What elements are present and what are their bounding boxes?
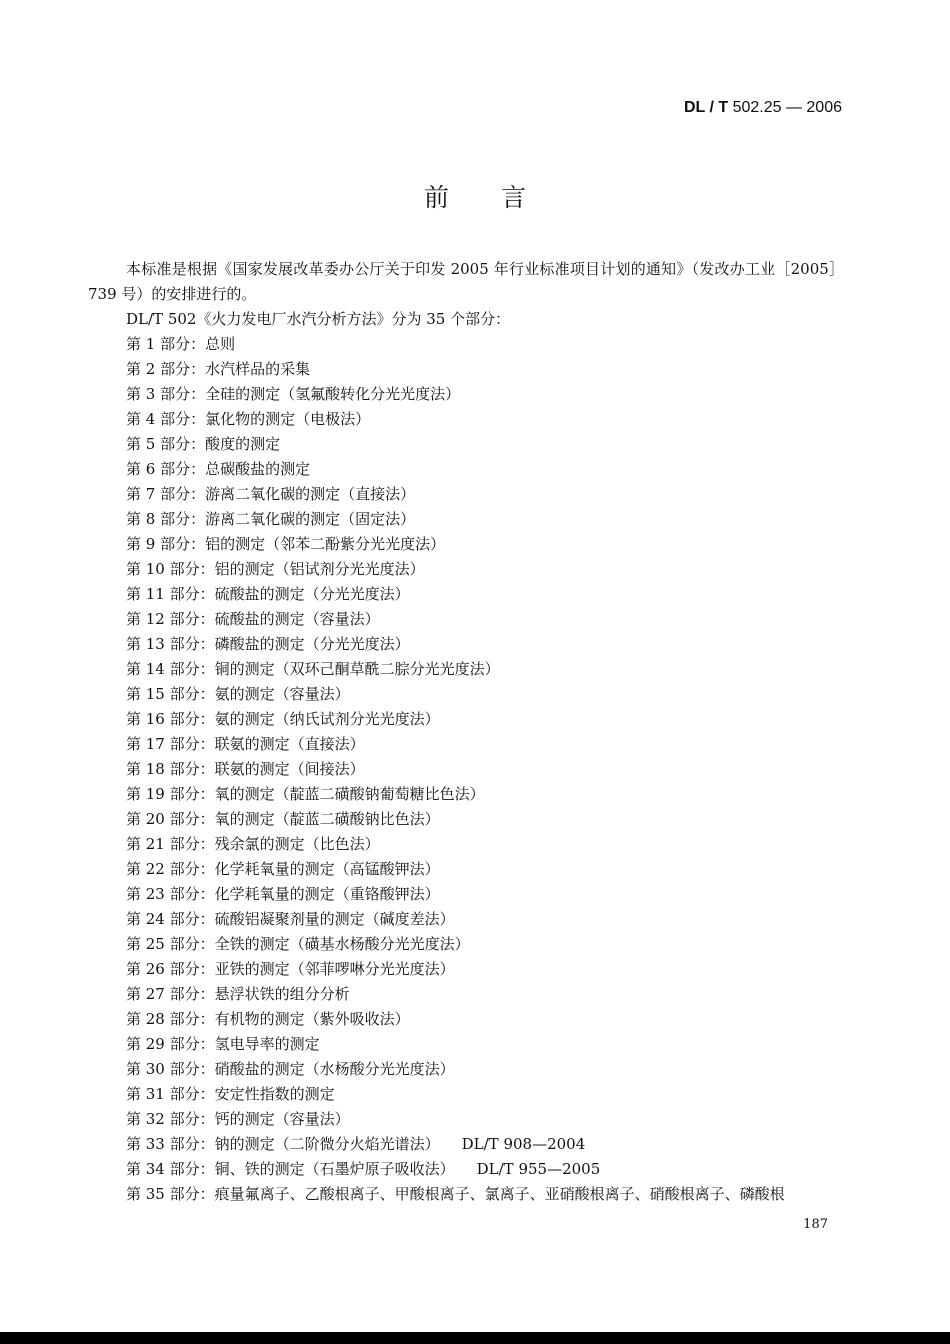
part-title: 有机物的测定（紫外吸收法） bbox=[214, 1010, 410, 1028]
part-label: 第 1 部分： bbox=[126, 335, 206, 353]
part-title: 游离二氧化碳的测定（固定法） bbox=[205, 510, 416, 528]
part-item bbox=[88, 457, 844, 482]
part-label: 第 8 部分： bbox=[126, 510, 206, 528]
part-label: 第 25 部分： bbox=[126, 935, 215, 953]
part-label: 第 3 部分： bbox=[126, 385, 206, 403]
part-item bbox=[88, 332, 844, 357]
part-title: 化学耗氧量的测定（高锰酸钾法） bbox=[214, 860, 440, 878]
part-label: 第 22 部分： bbox=[126, 860, 215, 878]
part-item bbox=[88, 682, 844, 707]
part-title: 联氨的测定（直接法） bbox=[214, 735, 365, 753]
part-title: 硫酸盐的测定（容量法） bbox=[214, 610, 380, 628]
part-label: 第 28 部分： bbox=[126, 1010, 215, 1028]
part-title: 氨的测定（纳氏试剂分光光度法） bbox=[214, 710, 440, 728]
intro-paragraph: 本标准是根据《国家发展改革委办公厅关于印发 2005 年行业标准项目计划的通知》（发改办工业［2005］739 号）的安排进行的。 bbox=[88, 260, 844, 303]
part-title: 全铁的测定（磺基水杨酸分光光度法） bbox=[214, 935, 470, 953]
part-label: 第 20 部分： bbox=[126, 810, 215, 828]
part-title: 磷酸盐的测定（分光光度法） bbox=[214, 635, 410, 653]
part-title: 氧的测定（靛蓝二磺酸钠葡萄糖比色法） bbox=[214, 785, 485, 803]
part-title: 钙的测定（容量法） bbox=[214, 1110, 350, 1128]
part-label: 第 30 部分： bbox=[126, 1060, 215, 1078]
part-label: 第 27 部分： bbox=[126, 985, 215, 1003]
part-item bbox=[88, 832, 844, 857]
part-title: 氨的测定（容量法） bbox=[214, 685, 350, 703]
part-label: 第 24 部分： bbox=[126, 910, 215, 928]
part-item bbox=[88, 532, 844, 557]
part-item bbox=[88, 657, 844, 682]
part-title: 硫酸铝凝聚剂量的测定（碱度差法） bbox=[214, 910, 455, 928]
part-item bbox=[88, 582, 844, 607]
part-item bbox=[88, 757, 844, 782]
part-label: 第 15 部分： bbox=[126, 685, 215, 703]
part-item bbox=[88, 1082, 844, 1107]
part-label: 第 14 部分： bbox=[126, 660, 215, 678]
part-title: 化学耗氧量的测定（重铬酸钾法） bbox=[214, 885, 440, 903]
part-item bbox=[88, 1157, 844, 1182]
part-label: 第 16 部分： bbox=[126, 710, 215, 728]
part-label: 第 33 部分： bbox=[126, 1135, 215, 1153]
part-title: 铝的测定（铝试剂分光光度法） bbox=[214, 560, 425, 578]
part-title: 游离二氧化碳的测定（直接法） bbox=[205, 485, 416, 503]
part-label: 第 19 部分： bbox=[126, 785, 215, 803]
part-label: 第 32 部分： bbox=[126, 1110, 215, 1128]
standard-code-number: 502.25 — 2006 bbox=[732, 99, 842, 116]
part-item bbox=[88, 707, 844, 732]
page-number: 187 bbox=[803, 1217, 828, 1232]
page-title: 前言 bbox=[423, 183, 578, 212]
part-item bbox=[88, 407, 844, 432]
part-label: 第 10 部分： bbox=[126, 560, 215, 578]
part-title: 氯化物的测定（电极法） bbox=[205, 410, 371, 428]
part-label: 第 23 部分： bbox=[126, 885, 215, 903]
standard-code-header bbox=[684, 99, 842, 117]
part-item bbox=[88, 607, 844, 632]
part-item bbox=[88, 632, 844, 657]
part-title: 悬浮状铁的组分分析 bbox=[214, 985, 350, 1003]
part-title: 铝的测定（邻苯二酚紫分光光度法） bbox=[205, 535, 446, 553]
part-title: 亚铁的测定（邻菲啰啉分光光度法） bbox=[214, 960, 455, 978]
part-label: 第 21 部分： bbox=[126, 835, 215, 853]
part-title: 水汽样品的采集 bbox=[205, 360, 311, 378]
part-label: 第 4 部分： bbox=[126, 410, 206, 428]
part-item bbox=[88, 957, 844, 982]
part-title: 联氨的测定（间接法） bbox=[214, 760, 365, 778]
part-item bbox=[88, 432, 844, 457]
part-item bbox=[88, 907, 844, 932]
part-standard-ref: DL/T 908—2004 bbox=[461, 1135, 586, 1153]
part-title: 总则 bbox=[205, 335, 236, 353]
part-label: 第 11 部分： bbox=[126, 585, 215, 603]
part-item bbox=[88, 357, 844, 382]
part-label: 第 9 部分： bbox=[126, 535, 206, 553]
part-title: 钠的测定（二阶微分火焰光谱法） bbox=[214, 1135, 440, 1153]
part-item bbox=[88, 807, 844, 832]
standard-code-prefix: DL / T bbox=[683, 99, 729, 116]
part-standard-ref: DL/T 955—2005 bbox=[476, 1160, 601, 1178]
part-title: 氢电导率的测定 bbox=[214, 1035, 320, 1053]
part-item bbox=[88, 782, 844, 807]
part-label: 第 7 部分： bbox=[126, 485, 206, 503]
part-label: 第 13 部分： bbox=[126, 635, 215, 653]
part-title: 酸度的测定 bbox=[205, 435, 281, 453]
bottom-edge-bar bbox=[0, 1332, 950, 1344]
part-label: 第 29 部分： bbox=[126, 1035, 215, 1053]
part-item bbox=[88, 1032, 844, 1057]
part-title: 痕量氟离子、乙酸根离子、甲酸根离子、氯离子、亚硝酸根离子、硝酸根离子、磷酸根 bbox=[214, 1185, 785, 1203]
part-item bbox=[88, 507, 844, 532]
part-label: 第 6 部分： bbox=[126, 460, 206, 478]
part-label: 第 34 部分： bbox=[126, 1160, 215, 1178]
part-label: 第 12 部分： bbox=[126, 610, 215, 628]
part-item bbox=[88, 1057, 844, 1082]
part-title: 硝酸盐的测定（水杨酸分光光度法） bbox=[214, 1060, 455, 1078]
part-title: 全硅的测定（氢氟酸转化分光光度法） bbox=[205, 385, 461, 403]
part-label: 第 17 部分： bbox=[126, 735, 215, 753]
part-item bbox=[88, 1107, 844, 1132]
part-item bbox=[88, 557, 844, 582]
part-title: 氧的测定（靛蓝二磺酸钠比色法） bbox=[214, 810, 440, 828]
series-statement: DL/T 502《火力发电厂水汽分析方法》分为 35 个部分： bbox=[126, 310, 511, 328]
part-item bbox=[88, 932, 844, 957]
part-label: 第 26 部分： bbox=[126, 960, 215, 978]
part-label: 第 31 部分： bbox=[126, 1085, 215, 1103]
part-title: 硫酸盐的测定（分光光度法） bbox=[214, 585, 410, 603]
part-label: 第 35 部分： bbox=[126, 1185, 215, 1203]
part-item bbox=[88, 1132, 844, 1157]
part-label: 第 2 部分： bbox=[126, 360, 206, 378]
part-item bbox=[88, 1007, 844, 1032]
part-title: 铜、铁的测定（石墨炉原子吸收法） bbox=[214, 1160, 455, 1178]
part-label: 第 5 部分： bbox=[126, 435, 206, 453]
part-item bbox=[88, 857, 844, 882]
part-item bbox=[88, 1182, 844, 1207]
document-body bbox=[88, 257, 844, 1207]
part-title: 残余氯的测定（比色法） bbox=[214, 835, 380, 853]
part-label: 第 18 部分： bbox=[126, 760, 215, 778]
part-item bbox=[88, 382, 844, 407]
part-item bbox=[88, 982, 844, 1007]
part-title: 安定性指数的测定 bbox=[214, 1085, 335, 1103]
part-title: 总碳酸盐的测定 bbox=[205, 460, 311, 478]
part-item bbox=[88, 482, 844, 507]
part-item bbox=[88, 882, 844, 907]
parts-list bbox=[88, 332, 844, 1207]
part-title: 铜的测定（双环己酮草酰二腙分光光度法） bbox=[214, 660, 500, 678]
part-item bbox=[88, 732, 844, 757]
